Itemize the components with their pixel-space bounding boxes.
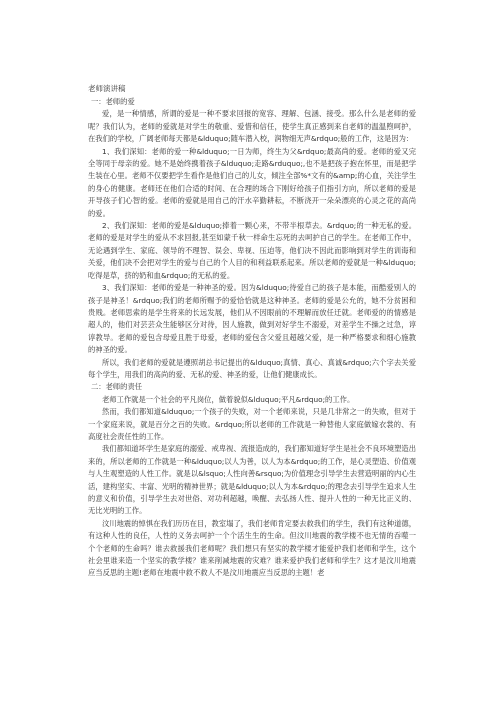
document-title: 老师演讲稿 [88,84,126,93]
paragraph: 老师工作就是一个社会的平凡岗位，做着貌似&lduquo;平凡&rdquo;的工作。 [102,394,355,404]
paragraph: 3、我们深知：老师的爱是一种神圣的爱。因为&lduquo;待爱自己的孩子是本能，而酷爱别人的孩子是神圣！&rdquo;我们的老师所赐予的爱恰恰就是这种神圣。老师的爱是公允的，她不分贫困和贵贱。老师思索的是学生将来的长远发展，他们从不因眼前的不理解而放任迁就。老师爱的的情感是超人的，他们对芸芸众生能够区分对待，因人施教，做到对好学生不溺爱，对差学生不操之过急，谆谆教导。老师的爱包含母爱且胜于母爱，老师的爱包含父爱且超越父爱，是一种严格要求和细心施教的神圣的爱。 [88,283,416,355]
paragraph: 2、我们深知：老师的爱是&lduquo;捧着一颗心来，不带半根草去。&rdquo;的一种无私的爱。老师的爱是对学生的爱从不求回报,甚至如蒙千秋一样命生忘死的去呵护自己的学生。在老师工作中，无论遇到学生、家庭、领导的不理智、误会、卑视、压迫等，他们决不因此而影响到对学生的训诲和关爱，他们决不会把对学生的爱与自己的个人目的和利益联系起来。所以老师的爱就是一种&lduquo;吃得是草，挤的奶和血&rdquo;的无私的爱。 [88,221,416,280]
paragraph: 爱，是一种情感，所谓的爱是一种不要求回报的宽容、理解、包涵、接受。那么什么是老师的爱呢？我们认为，老师的爱就是对学生的敬重、爱惜和信任，使学生真正感到来自老师的温温煦呵护，在我们的学校，广阔老师每天都是&lduquo;随车潜入校，润物细无声&rdquo;般的工作，这是因为： [88,109,416,144]
paragraph: 我们都知道坏学生是家庭的溺爱、戒卑视、流报造成的，我们都知道好学生是社会不良环境塑造出来的，所以老师的工作就是一种&lduquo;以人为善，以人为本&rdquo;的工作，是心灵塑造、价值观与人生观塑造的人性工作。就是以&lsquo;人性向善&rsquo;为价值理念引导学生去营造明丽的内心生活，建构坚实、丰富、光明的精神世界；就是&lduquo;以人为本&rdquo;的理念去引导学生追求人生的意义和价值，引导学生去对世俗、对功利超越，唤醒、去弘扬人性、提升人性的一种无比正义的、无比光明的工作。 [88,444,416,516]
paragraph: 所以，我们老师的爱就是遵照胡总书记提出的&lduquo;真情、真心、真诚&rdquo;六个字去关爱每个学生，用我们的高尚的爱、无私的爱、神圣的爱，让他们健康成长。 [88,357,416,379]
paragraph: 汶川地震的悼惧在我们历历在目，教室塌了，我们老师肯定要去救我们的学生，我们有这种道德，有这种人性的良任，人性的义务去呵护一个个活生生的生命。但汶川地震的教学楼不也无情的吞噬一个个老师的生命吗？谁去救援我们老师呢？我们想只有坚实的教学楼才能爱护我们老师和学生，这个社会里谁来造一个坚实的教学楼？谁来削减地震的灾难？谁来爱护我们老师和学生？这才是汶川地震应当反思的主题!老师在地震中救不救人不是汶川地震应当反思的主题！老 [88,518,416,578]
section-heading: 二：老师的责任 [91,382,143,392]
paragraph: 1、我们深知：老师的爱一种&lduquo;一日为师，终生为父&rdquo;最高尚的爱。老师的爱又完全等同于母亲的爱。她不是始终携着孩子&lduquo;走路&rduquo;,也不是把孩子抱在怀里，而是把学生装在心里。老师不仅要把学生看作是他们自己的儿女，倾注全部%*文有的&amp;的心血，关注学生的身心的健康。老师还在他们合适的时间、在合理的场合下刚好给孩子们指引方向，所以老师的爱是开导孩子们心智的爱。老师的爱就是用自己的汗水辛勤耕耘，不断浇开一朵朵漂亮的心灵之花的高尚的爱。 [88,146,416,218]
section-heading: 一：老师的爱 [91,97,135,106]
document-body [88,83,416,580]
paragraph: 然而，我们都知道&lduquo;一个孩子的失败，对一个老师来说，只是几非常之一的失败，但对于一个家庭来说，就是百分之百的失败。&rdquo;所以老师的工作就是一种替他人家庭做嫁衣裳的、有高度社会责任性的工作。 [88,407,416,441]
